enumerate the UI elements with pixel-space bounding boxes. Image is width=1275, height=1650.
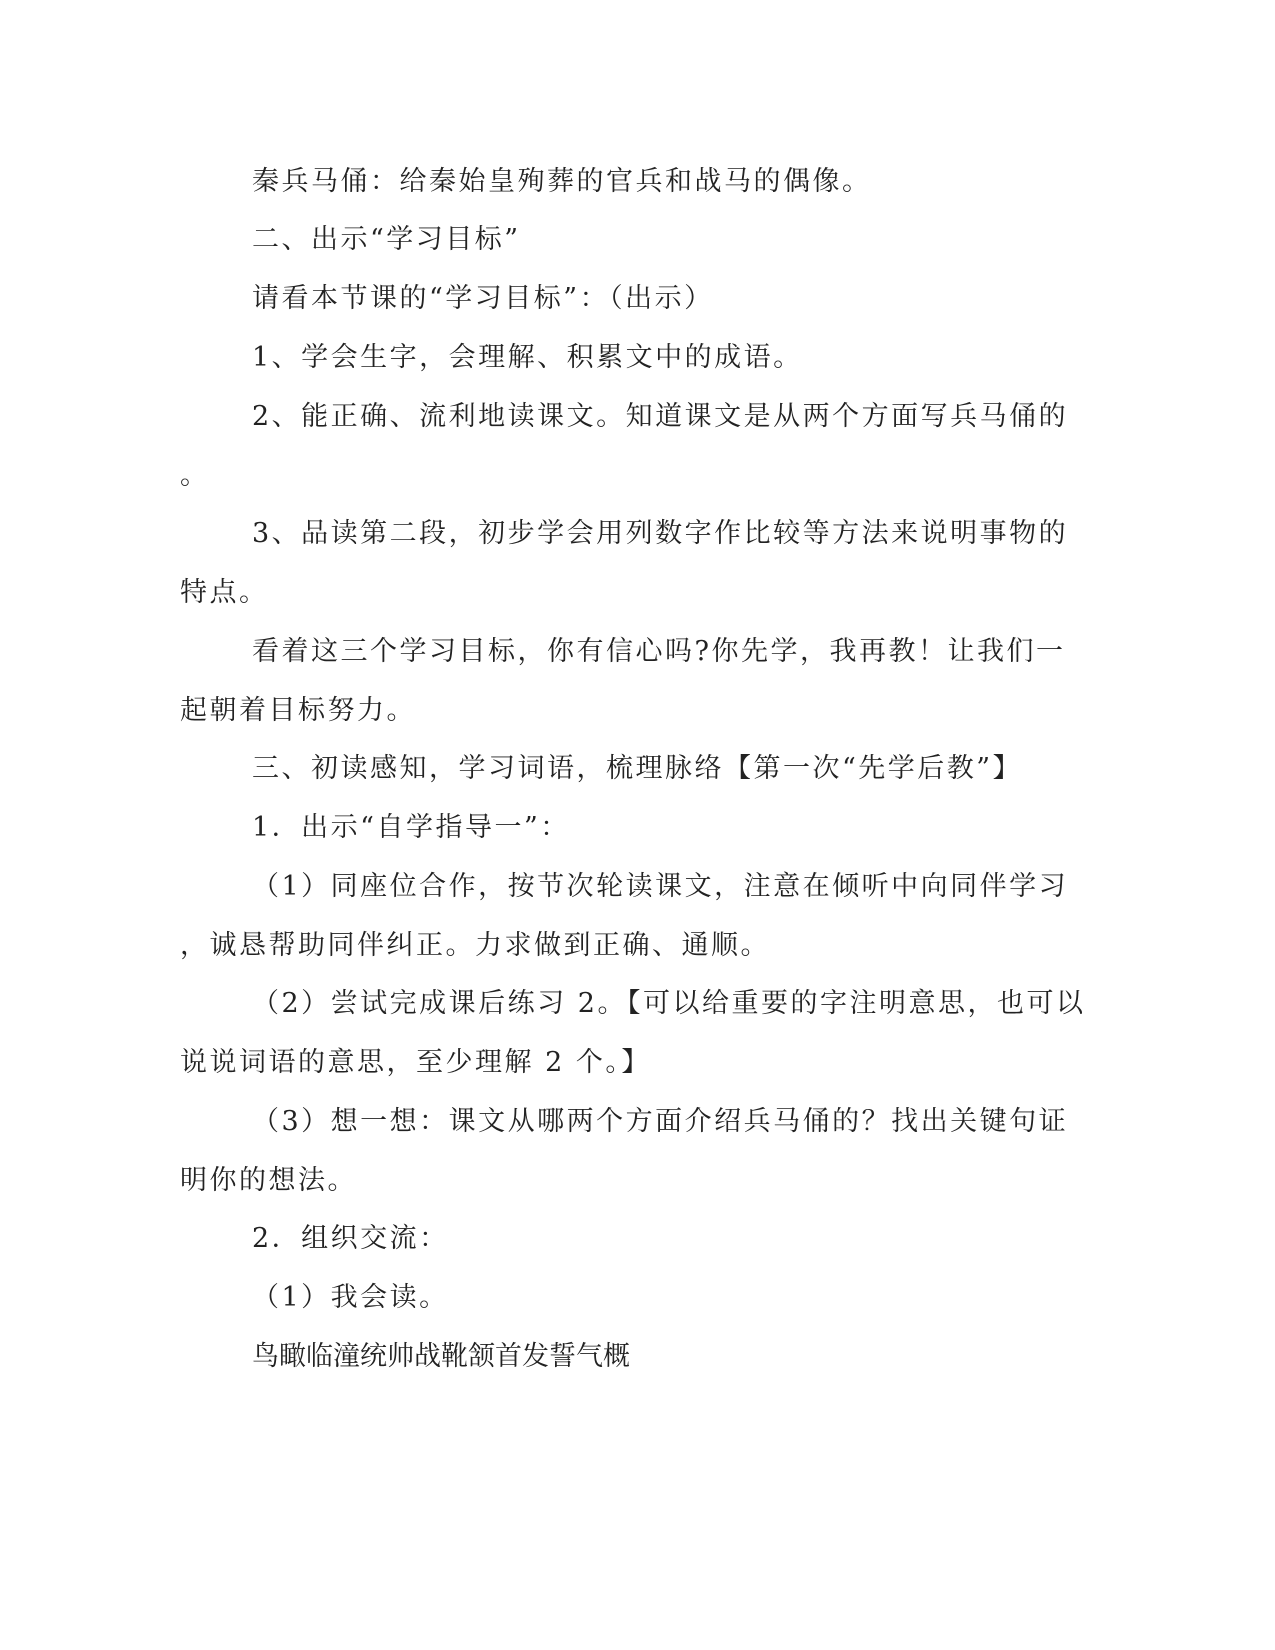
vocabulary-line: 鸟瞰临潼统帅战靴颔首发誓气概: [252, 1341, 630, 1372]
list-item: 3、品读第二段，初步学会用列数字作比较等方法来说明事物的: [252, 518, 1069, 549]
text-line: 看着这三个学习目标，你有信心吗?你先学，我再教！让我们一: [252, 636, 1066, 667]
text-line: 请看本节课的“学习目标”：（出示）: [252, 283, 714, 314]
list-item: 1、学会生字，会理解、积累文中的成语。: [252, 342, 803, 373]
text-line: 明你的想法。: [180, 1165, 357, 1196]
section-heading: 二、出示“学习目标”: [252, 224, 521, 255]
text-line: ，诚恳帮助同伴纠正。力求做到正确、通顺。: [180, 930, 770, 961]
list-item: （3）想一想：课文从哪两个方面介绍兵马俑的？找出关键句证: [252, 1106, 1069, 1137]
section-heading: 三、初读感知，学习词语，梳理脉络【第一次“先学后教”】: [252, 753, 1023, 784]
list-item: （1）我会读。: [252, 1282, 449, 1313]
text-line: 特点。: [180, 577, 269, 608]
text-line: 秦兵马俑：给秦始皇殉葬的官兵和战马的偶像。: [252, 166, 872, 197]
list-item: 2、能正确、流利地读课文。知道课文是从两个方面写兵马俑的: [252, 401, 1069, 432]
text-line: 说说词语的意思，至少理解 2 个。】: [180, 1047, 651, 1078]
list-item: 2．组织交流：: [252, 1223, 449, 1254]
text-line: 。: [180, 460, 210, 491]
list-item: （1）同座位合作，按节次轮读课文，注意在倾听中向同伴学习: [252, 871, 1069, 902]
list-item: 1．出示“自学指导一”：: [252, 812, 570, 843]
list-item: （2）尝试完成课后练习 2。【可以给重要的字注明意思，也可以: [252, 988, 1086, 1019]
text-line: 起朝着目标努力。: [180, 695, 416, 726]
